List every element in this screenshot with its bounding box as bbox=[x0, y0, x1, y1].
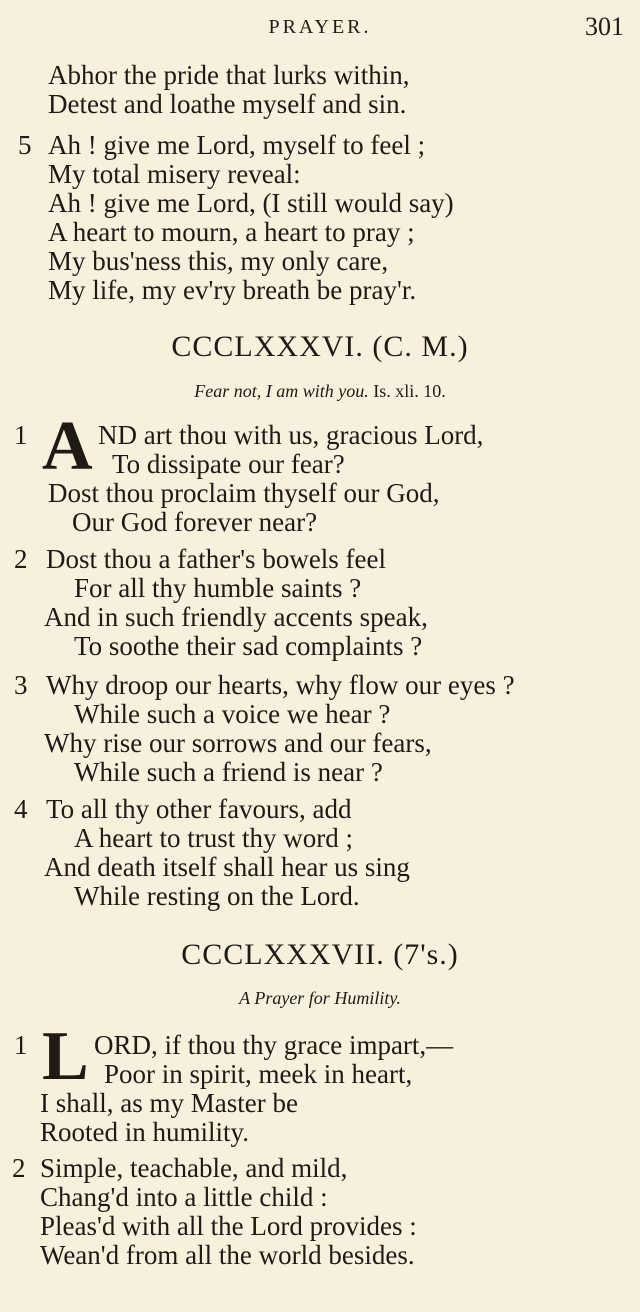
scripture-reference: Is. xli. 10. bbox=[373, 381, 446, 401]
verse-line: A heart to mourn, a heart to pray ; bbox=[48, 217, 415, 247]
verse-number: 1 bbox=[14, 1030, 28, 1060]
hymn-title: CCCLXXXVII. (7's.) bbox=[181, 938, 459, 971]
verse-line: And death itself shall hear us sing bbox=[44, 852, 410, 882]
verse-line: Poor in spirit, meek in heart, bbox=[104, 1059, 413, 1089]
verse-line: Why droop our hearts, why flow our eyes ? bbox=[46, 670, 515, 700]
verse-line: Rooted in humility. bbox=[40, 1117, 249, 1147]
verse-line: While resting on the Lord. bbox=[74, 881, 360, 911]
drop-cap: A bbox=[42, 408, 93, 485]
verse-line: To dissipate our fear? bbox=[112, 449, 345, 479]
verse-number: 4 bbox=[14, 794, 28, 824]
verse-line: A heart to trust thy word ; bbox=[74, 823, 353, 853]
verse-line: Ah ! give me Lord, myself to feel ; bbox=[48, 130, 426, 160]
verse-number: 1 bbox=[14, 420, 28, 450]
verse-line: Ah ! give me Lord, (I still would say) bbox=[48, 188, 454, 218]
verse-line: Dost thou a father's bowels feel bbox=[46, 544, 387, 574]
hymn-title: CCCLXXXVI. (C. M.) bbox=[171, 330, 469, 363]
verse-line: Pleas'd with all the Lord provides : bbox=[40, 1211, 417, 1241]
hymn-subtitle: A Prayer for Humility. bbox=[239, 988, 401, 1008]
verse-line: While such a voice we hear ? bbox=[74, 699, 391, 729]
verse-line: Chang'd into a little child : bbox=[40, 1182, 328, 1212]
verse-line: Wean'd from all the world besides. bbox=[40, 1240, 415, 1270]
verse-line: While such a friend is near ? bbox=[74, 757, 383, 787]
verse-line: My bus'ness this, my only care, bbox=[48, 246, 389, 276]
running-header: PRAYER. bbox=[268, 16, 372, 38]
verse-line: To soothe their sad complaints ? bbox=[74, 631, 423, 661]
verse-number: 2 bbox=[14, 544, 28, 574]
verse-line: Abhor the pride that lurks within, bbox=[48, 60, 410, 90]
verse-number: 5 bbox=[18, 130, 32, 160]
verse-line: And in such friendly accents speak, bbox=[44, 602, 428, 632]
verse-line: My total misery reveal: bbox=[48, 159, 301, 189]
verse-number: 2 bbox=[12, 1153, 26, 1183]
verse-line: Dost thou proclaim thyself our God, bbox=[48, 478, 440, 508]
hymn-subtitle bbox=[0, 381, 640, 402]
verse-line: Detest and loathe myself and sin. bbox=[48, 89, 407, 119]
verse-line: To all thy other favours, add bbox=[46, 794, 352, 824]
verse-number: 3 bbox=[14, 670, 28, 700]
verse-line: Why rise our sorrows and our fears, bbox=[44, 728, 432, 758]
verse-line: I shall, as my Master be bbox=[40, 1088, 298, 1118]
verse-line: For all thy humble saints ? bbox=[74, 573, 362, 603]
verse-line: Our God forever near? bbox=[72, 507, 318, 537]
verse-line: ND art thou with us, gracious Lord, bbox=[98, 420, 484, 450]
drop-cap: L bbox=[42, 1018, 89, 1095]
page-number: 301 bbox=[585, 12, 624, 41]
verse-line: My life, my ev'ry breath be pray'r. bbox=[48, 275, 417, 305]
subtitle-text: Fear not, I am with you. bbox=[194, 381, 369, 401]
verse-line: ORD, if thou thy grace impart,— bbox=[94, 1030, 454, 1060]
verse-line: Simple, teachable, and mild, bbox=[40, 1153, 348, 1183]
